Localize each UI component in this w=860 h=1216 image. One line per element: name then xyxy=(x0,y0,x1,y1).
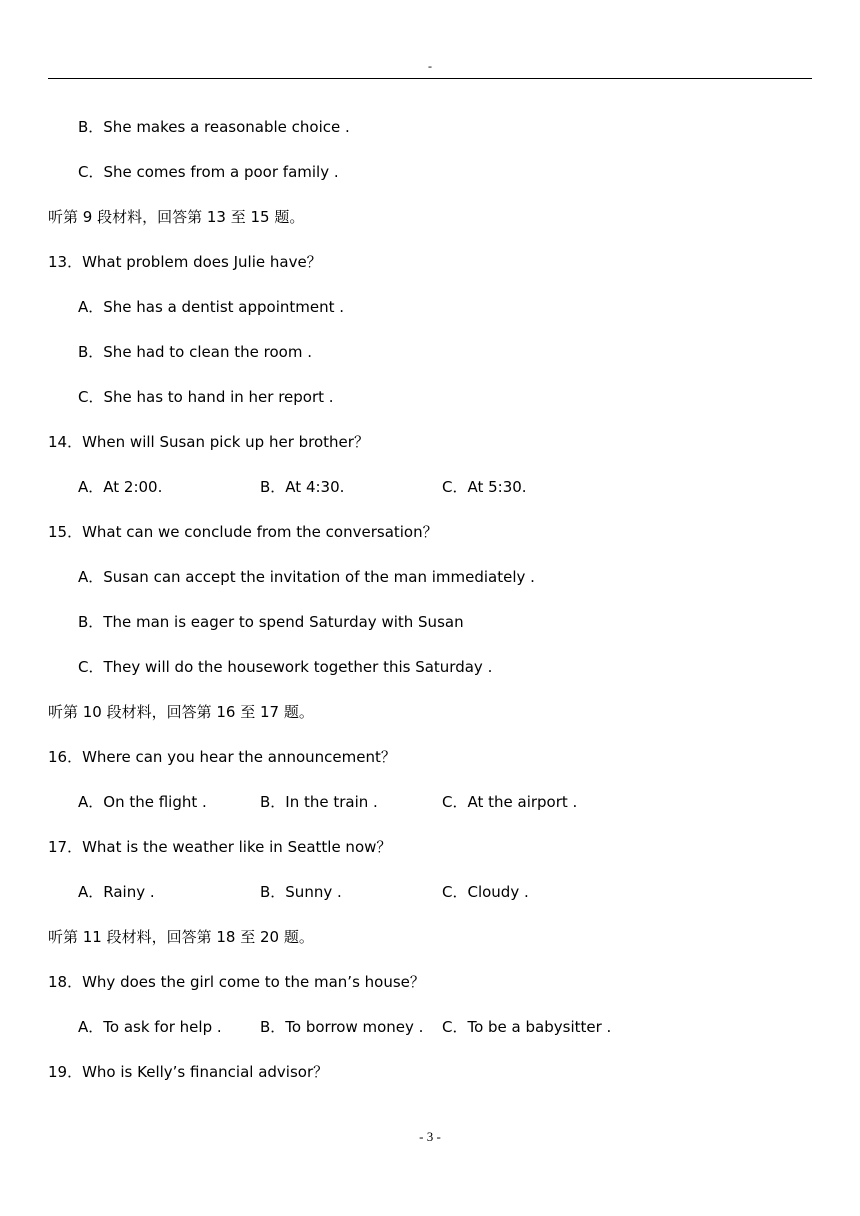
page-number: - 3 - xyxy=(419,1129,441,1144)
answer-option: B．She had to clean the room . xyxy=(78,343,312,361)
question-text: 16．Where can you hear the announcement？ xyxy=(48,748,396,766)
options-row xyxy=(0,881,860,926)
answer-option: B．To borrow money . xyxy=(260,1018,424,1036)
question-line xyxy=(0,431,860,476)
answer-option: A．Susan can accept the invitation of the man immediately . xyxy=(78,568,535,586)
answer-option: C．Cloudy . xyxy=(442,883,529,901)
section-instruction: 听第 11 段材料，回答第 18 至 20 题。 xyxy=(48,928,314,946)
options-row xyxy=(0,476,860,521)
answer-option: A．Rainy . xyxy=(78,883,155,901)
option-line xyxy=(0,296,860,341)
options-row xyxy=(0,1016,860,1061)
option-line xyxy=(0,386,860,431)
option-line xyxy=(0,656,860,701)
header-mark: - xyxy=(428,59,432,73)
answer-option: B．She makes a reasonable choice . xyxy=(78,118,350,136)
answer-option: C．She has to hand in her report . xyxy=(78,388,334,406)
answer-option: B．In the train . xyxy=(260,793,378,811)
question-line xyxy=(0,746,860,791)
answer-option: C．At 5:30. xyxy=(442,478,527,496)
question-text: 15．What can we conclude from the conversation？ xyxy=(48,523,438,541)
document-body xyxy=(0,116,860,1106)
question-text: 18．Why does the girl come to the man’s house？ xyxy=(48,973,425,991)
question-line xyxy=(0,521,860,566)
section-instruction: 听第 9 段材料，回答第 13 至 15 题。 xyxy=(48,208,305,226)
answer-option: C．They will do the housework together this Saturday . xyxy=(78,658,493,676)
question-line xyxy=(0,251,860,296)
question-text: 17．What is the weather like in Seattle now？ xyxy=(48,838,392,856)
answer-option: C．At the airport . xyxy=(442,793,578,811)
answer-option: C．To be a babysitter . xyxy=(442,1018,612,1036)
question-line xyxy=(0,1061,860,1106)
section-line xyxy=(0,926,860,971)
header-rule xyxy=(48,78,812,79)
answer-option: B．Sunny . xyxy=(260,883,342,901)
section-instruction: 听第 10 段材料，回答第 16 至 17 题。 xyxy=(48,703,314,721)
option-line xyxy=(0,116,860,161)
answer-option: B．The man is eager to spend Saturday with Susan xyxy=(78,613,464,631)
answer-option: C．She comes from a poor family . xyxy=(78,163,339,181)
answer-option: A．At 2:00. xyxy=(78,478,163,496)
section-line xyxy=(0,206,860,251)
option-line xyxy=(0,611,860,656)
question-text: 14．When will Susan pick up her brother？ xyxy=(48,433,369,451)
question-line xyxy=(0,836,860,881)
answer-option: A．On the flight . xyxy=(78,793,207,811)
section-line xyxy=(0,701,860,746)
question-text: 13．What problem does Julie have？ xyxy=(48,253,322,271)
options-row xyxy=(0,791,860,836)
question-text: 19．Who is Kelly’s financial advisor？ xyxy=(48,1063,329,1081)
option-line xyxy=(0,566,860,611)
option-line xyxy=(0,341,860,386)
question-line xyxy=(0,971,860,1016)
answer-option: B．At 4:30. xyxy=(260,478,345,496)
answer-option: A．To ask for help . xyxy=(78,1018,222,1036)
answer-option: A．She has a dentist appointment . xyxy=(78,298,345,316)
option-line xyxy=(0,161,860,206)
